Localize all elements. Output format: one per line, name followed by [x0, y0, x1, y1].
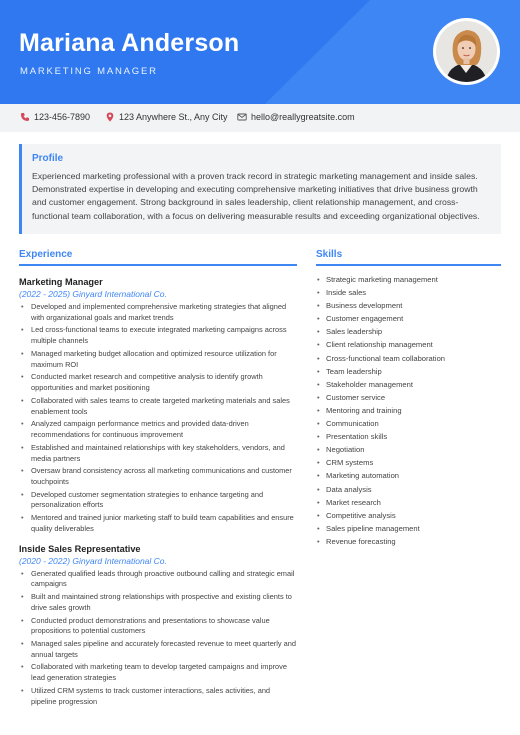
- profile-heading: Profile: [32, 153, 64, 164]
- portrait-image: [436, 21, 497, 82]
- contact-phone[interactable]: [20, 112, 90, 122]
- job-meta: (2020 - 2022) Ginyard International Co.: [19, 555, 167, 566]
- skill-item: • Strategic marketing management: [316, 273, 506, 286]
- profile-photo: [433, 18, 500, 85]
- address-text: 123 Anywhere St., Any City: [119, 112, 228, 122]
- skill-item: • Sales leadership: [316, 325, 506, 338]
- bullet-item: • Generated qualified leads through proactive outbound calling and strategic email campaigns: [19, 569, 297, 590]
- email-text: hello@reallygreatsite.com: [251, 112, 355, 122]
- bullet-item: • Established and maintained relationships with key stakeholders, vendors, and media partners: [19, 443, 297, 464]
- skill-item: • Business development: [316, 299, 506, 312]
- header-banner: [0, 0, 520, 104]
- experience-rule: [19, 264, 297, 266]
- job-meta: (2022 - 2025) Ginyard International Co.: [19, 289, 167, 299]
- bullet-item: • Oversaw brand consistency across all marketing communications and customer touchpoints: [19, 466, 297, 487]
- skill-item: • Client relationship management: [316, 338, 506, 351]
- skill-item: • Sales pipeline management: [316, 522, 506, 535]
- bullet-item: • Mentored and trained junior marketing staff to build team capabilities and ensure quality deliverables: [19, 513, 297, 534]
- bullet-item: • Collaborated with sales teams to create targeted marketing materials and sales enablement tools: [19, 396, 297, 417]
- candidate-role: MARKETING MANAGER: [20, 66, 158, 77]
- contact-address[interactable]: [105, 112, 228, 122]
- skill-item: • Market research: [316, 496, 506, 509]
- bullet-item: • Utilized CRM systems to track customer interactions, sales activities, and pipeline progression: [19, 686, 297, 707]
- bullet-item: • Managed sales pipeline and accurately forecasted revenue to meet quarterly and annual targets: [19, 639, 297, 660]
- bullet-item: • Led cross-functional teams to execute integrated marketing campaigns across multiple channels: [19, 325, 297, 346]
- job-entry: [19, 543, 297, 708]
- bullet-item: • Collaborated with marketing team to develop targeted campaigns and improve lead generation strategies: [19, 662, 297, 683]
- skill-item: • Competitive analysis: [316, 509, 506, 522]
- job-title: Inside Sales Representative: [19, 543, 141, 554]
- skill-item: • Customer engagement: [316, 312, 506, 325]
- skill-item: • Inside sales: [316, 286, 506, 299]
- skill-item: • Team leadership: [316, 365, 506, 378]
- profile-section: [19, 144, 501, 234]
- job-bullets: [19, 302, 297, 535]
- skill-item: • CRM systems: [316, 456, 506, 469]
- skill-item: • Customer service: [316, 391, 506, 404]
- experience-heading: Experience: [19, 249, 73, 260]
- location-pin-icon: [105, 112, 115, 122]
- skills-heading: Skills: [316, 249, 343, 260]
- job-title: Marketing Manager: [19, 277, 103, 287]
- bullet-item: • Analyzed campaign performance metrics and provided data-driven recommendations for continuous improvement: [19, 419, 297, 440]
- skill-item: • Presentation skills: [316, 430, 506, 443]
- skill-item: • Cross-functional team collaboration: [316, 352, 506, 365]
- contact-bar: [0, 104, 520, 132]
- bullet-item: • Conducted market research and competitive analysis to identify growth opportunities and market positioning: [19, 372, 297, 393]
- skill-item: • Negotiation: [316, 443, 506, 456]
- profile-summary: Experienced marketing professional with a proven track record in strategic marketing management and inside sales. Demonstrated expertise in developing and executing comprehensive marketing initiatives that drive business growth and customer engagement. Strong background in sales leadership, client relationship management, and cross-functional team collaboration, with a focus on delivering measurable results and exceeding organizational objectives.: [32, 171, 480, 221]
- bullet-item: • Conducted product demonstrations and presentations to showcase value propositions to potential customers: [19, 616, 297, 637]
- bullet-item: • Managed marketing budget allocation and optimized resource utilization for maximum ROI: [19, 349, 297, 370]
- bullet-item: • Developed customer segmentation strategies to enhance targeting and personalization efforts: [19, 490, 297, 511]
- bullet-item: • Developed and implemented comprehensive marketing strategies that aligned with organizational goals and market trends: [19, 302, 297, 323]
- skill-item: • Revenue forecasting: [316, 535, 506, 548]
- contact-email[interactable]: [237, 112, 355, 122]
- skill-item: • Stakeholder management: [316, 378, 506, 391]
- experience-list: [19, 276, 297, 715]
- phone-icon: [20, 112, 30, 122]
- skill-item: • Data analysis: [316, 483, 506, 496]
- envelope-icon: [237, 112, 247, 122]
- skill-item: • Communication: [316, 417, 506, 430]
- job-entry: [19, 276, 297, 535]
- skills-list: [316, 273, 506, 548]
- skills-rule: [316, 264, 501, 266]
- phone-text: 123-456-7890: [34, 112, 91, 122]
- bullet-item: • Built and maintained strong relationships with prospective and existing clients to drive sales growth: [19, 592, 297, 613]
- job-bullets: [19, 569, 297, 708]
- skill-item: • Mentoring and training: [316, 404, 506, 417]
- skill-item: • Marketing automation: [316, 469, 506, 482]
- candidate-name: Mariana Anderson: [19, 29, 240, 57]
